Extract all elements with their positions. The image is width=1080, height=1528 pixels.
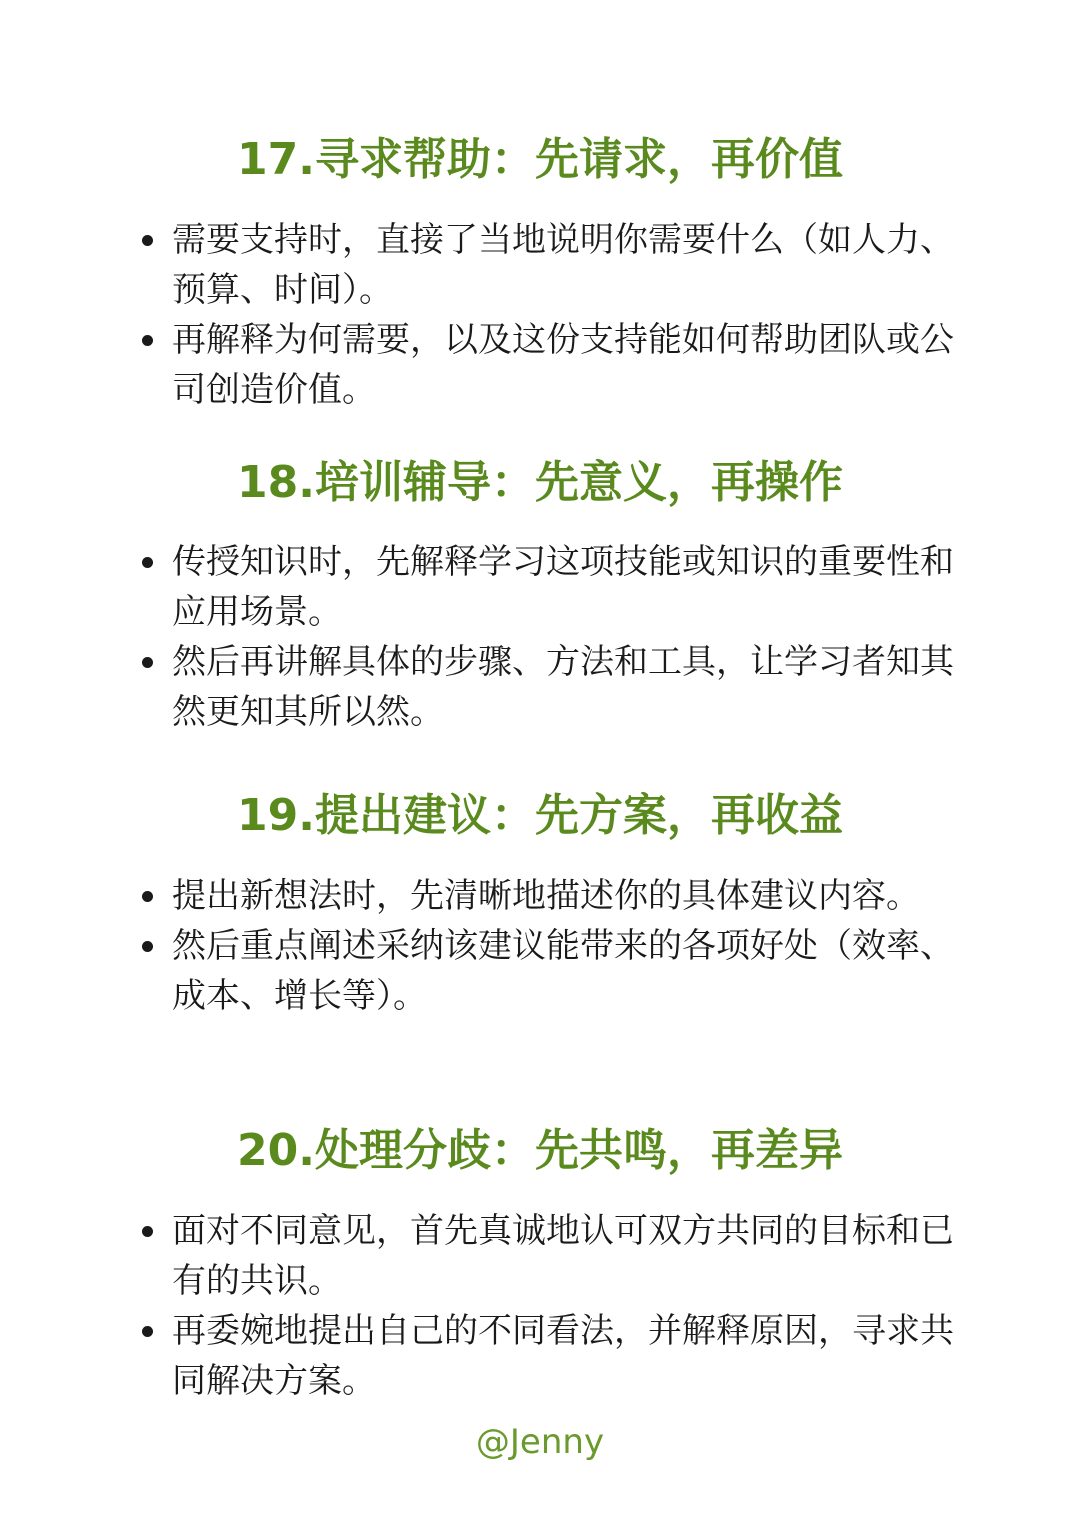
bullet-text: 需要支持时，直接了当地说明你需要什么（如人力、预算、时间）。 (172, 220, 954, 310)
bullet-dot-icon (142, 1226, 153, 1237)
author-watermark: @Jenny (475, 1422, 605, 1462)
bullet-text: 提出新想法时，先清晰地描述你的具体建议内容。 (172, 876, 920, 916)
list-item (138, 315, 978, 415)
bullet-text: 再解释为何需要，以及这份支持能如何帮助团队或公司创造价值。 (172, 320, 954, 410)
list-item (138, 215, 978, 315)
list-item (138, 1306, 978, 1406)
list-item (138, 537, 978, 637)
list-item (138, 1206, 978, 1306)
bullet-dot-icon (142, 1326, 153, 1337)
bullet-dot-icon (142, 891, 153, 902)
list-item (138, 637, 978, 737)
bullet-text: 再委婉地提出自己的不同看法，并解释原因，寻求共同解决方案。 (172, 1311, 954, 1401)
section-title-18: 18.培训辅导：先意义，再操作 (237, 457, 843, 508)
bullet-list-20 (138, 1206, 978, 1406)
bullet-dot-icon (142, 335, 153, 346)
bullet-dot-icon (142, 235, 153, 246)
bullet-text: 然后重点阐述采纳该建议能带来的各项好处（效率、成本、增长等）。 (172, 926, 954, 1016)
bullet-list-19 (138, 871, 978, 1021)
bullet-list-18 (138, 537, 978, 737)
bullet-dot-icon (142, 657, 153, 668)
bullet-list-17 (138, 215, 978, 415)
bullet-dot-icon (142, 941, 153, 952)
bullet-dot-icon (142, 557, 153, 568)
section-title-17: 17.寻求帮助：先请求，再价值 (237, 134, 843, 185)
bullet-text: 面对不同意见，首先真诚地认可双方共同的目标和已有的共识。 (172, 1211, 954, 1301)
section-title-20: 20.处理分歧：先共鸣，再差异 (237, 1125, 843, 1176)
bullet-text: 然后再讲解具体的步骤、方法和工具，让学习者知其然更知其所以然。 (172, 642, 954, 732)
list-item (138, 871, 978, 921)
section-title-19: 19.提出建议：先方案，再收益 (237, 790, 843, 841)
list-item (138, 921, 978, 1021)
bullet-text: 传授知识时，先解释学习这项技能或知识的重要性和应用场景。 (172, 542, 954, 632)
